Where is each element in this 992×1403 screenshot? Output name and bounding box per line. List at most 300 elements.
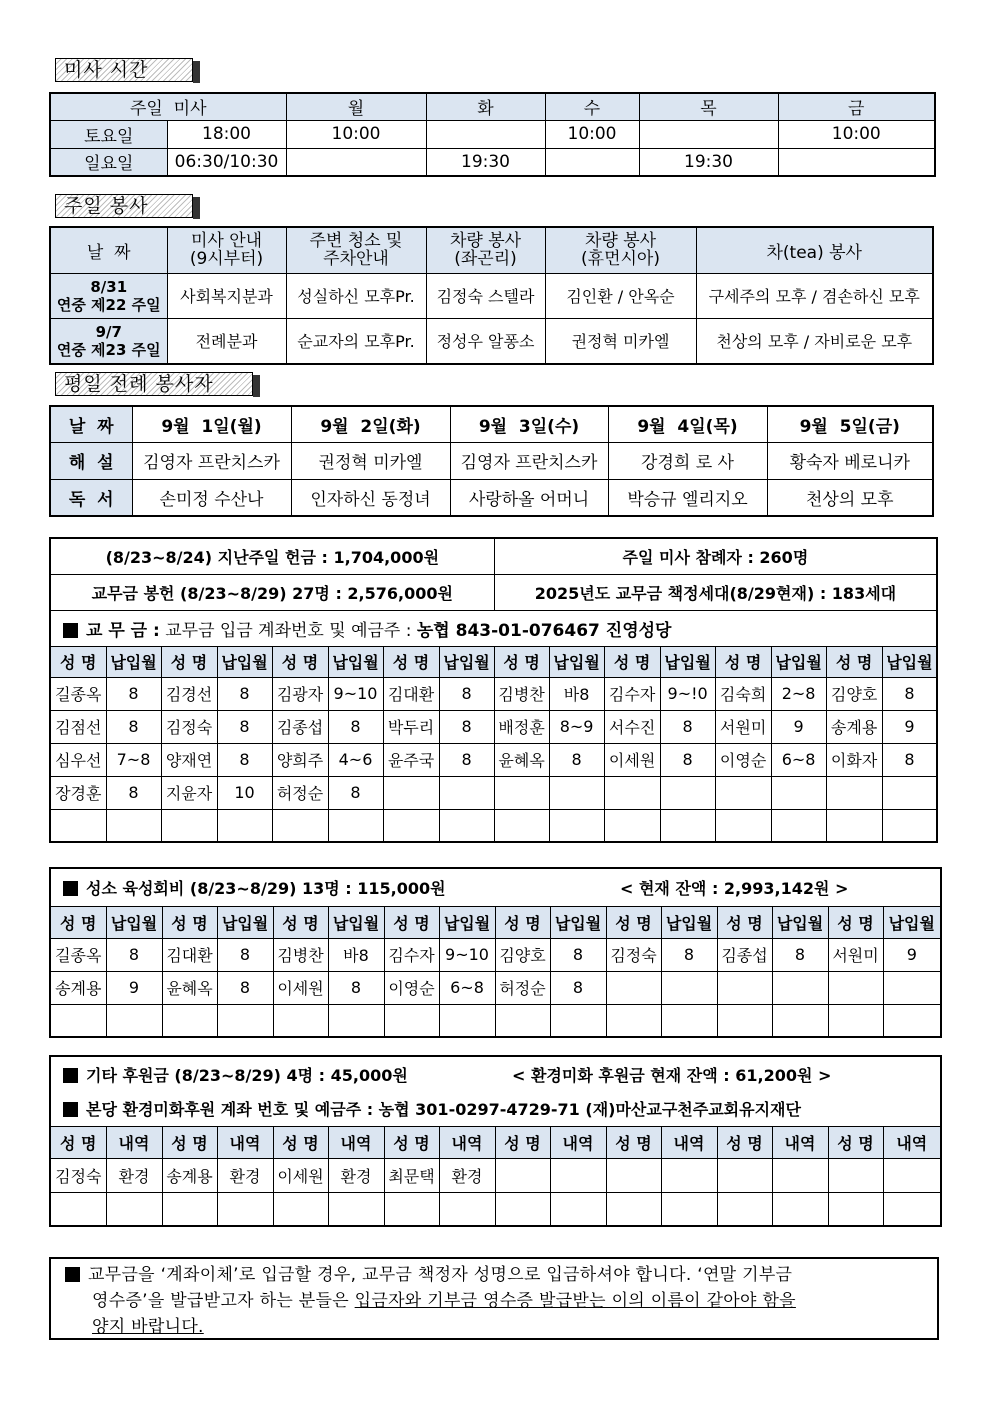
member-value: 8 <box>328 971 384 1004</box>
member-value: 10 <box>217 776 272 809</box>
header-guide: 미사 안내 (9시부터) <box>167 227 286 273</box>
member-name <box>826 776 882 809</box>
member-name: 서원미 <box>715 710 771 743</box>
member-value <box>772 971 828 1004</box>
member-value: 환경 <box>439 1158 495 1192</box>
member-value: 8 <box>882 743 937 776</box>
dues-body <box>50 677 937 842</box>
member-name <box>828 1192 883 1226</box>
member-value <box>883 971 941 1004</box>
column-header-value: 납입월 <box>217 646 272 677</box>
member-value <box>217 1004 273 1037</box>
weekday-header-day: 9월 2일(화) <box>291 406 450 442</box>
member-name: 김경선 <box>161 677 217 710</box>
member-name <box>606 1158 661 1192</box>
member-name: 최문택 <box>384 1158 439 1192</box>
member-value <box>549 809 604 842</box>
header-car1: 차량 봉사 (좌곤리) <box>426 227 545 273</box>
member-value <box>660 809 715 842</box>
weekday-cell: 황숙자 베로니카 <box>767 442 933 479</box>
column-header-value: 납입월 <box>439 646 494 677</box>
member-name: 길종옥 <box>50 938 106 971</box>
member-value <box>439 1004 495 1037</box>
service-date <box>50 273 167 318</box>
member-value <box>771 809 826 842</box>
column-header-value: 납입월 <box>660 646 715 677</box>
member-name <box>495 1158 550 1192</box>
weekday-header-day: 9월 3일(수) <box>450 406 608 442</box>
service-cell: 성실하신 모후Pr. <box>286 273 426 318</box>
member-name: 송계용 <box>50 971 106 1004</box>
member-value: 8 <box>106 776 161 809</box>
table-row <box>50 710 937 743</box>
square-bullet-icon <box>63 881 78 896</box>
member-value <box>328 1192 384 1226</box>
column-header-name: 성 명 <box>162 1126 217 1158</box>
table-row <box>50 1192 941 1226</box>
member-name <box>273 1192 328 1226</box>
column-header-value: 내역 <box>883 1126 941 1158</box>
member-value <box>883 1158 941 1192</box>
member-name <box>604 776 660 809</box>
member-value: 8 <box>549 743 604 776</box>
member-name: 양희주 <box>272 743 328 776</box>
member-value: 9 <box>883 938 941 971</box>
member-value <box>661 1192 717 1226</box>
member-value: 환경 <box>217 1158 273 1192</box>
member-name: 이세원 <box>273 1158 328 1192</box>
member-value <box>883 1004 941 1037</box>
column-header-name: 성 명 <box>606 1126 661 1158</box>
column-header-name: 성 명 <box>161 646 217 677</box>
weekday-service-table <box>49 405 934 517</box>
weekday-cell: 김영자 프란치스카 <box>132 442 291 479</box>
member-name: 배정훈 <box>494 710 549 743</box>
column-header-name: 성 명 <box>828 906 883 938</box>
member-value <box>217 1192 273 1226</box>
column-header-value: 납입월 <box>883 906 941 938</box>
member-value: 8 <box>772 938 828 971</box>
column-header-name: 성 명 <box>383 646 439 677</box>
section-title: 평일 전례 봉사자 <box>55 372 253 396</box>
member-name: 김대환 <box>383 677 439 710</box>
member-name: 김양호 <box>495 938 550 971</box>
dues-table <box>49 537 938 843</box>
mass-cell <box>545 148 639 176</box>
sunday-service-header-row <box>50 227 933 273</box>
notice-box <box>49 1257 939 1340</box>
member-name: 김정숙 <box>161 710 217 743</box>
member-name: 이화자 <box>826 743 882 776</box>
member-value <box>661 971 717 1004</box>
other-account <box>50 1092 941 1126</box>
notice-text-3: 양지 바랍니다. <box>92 1317 204 1337</box>
square-bullet-icon <box>63 1102 78 1117</box>
member-name: 윤혜옥 <box>162 971 217 1004</box>
member-name <box>272 809 328 842</box>
service-cell: 전례분과 <box>167 318 286 364</box>
member-name <box>383 776 439 809</box>
mass-header-mon: 월 <box>286 93 426 120</box>
service-cell: 사회복지분과 <box>167 273 286 318</box>
column-header-value: 납입월 <box>550 906 606 938</box>
column-header-value: 납입월 <box>549 646 604 677</box>
header-date: 날 짜 <box>50 227 167 273</box>
column-header-name: 성 명 <box>604 646 660 677</box>
other-balance: < 환경미화 후원금 현재 잔액 : 61,200원 > <box>512 1066 832 1085</box>
section-label-mass-time <box>55 58 201 82</box>
member-name <box>717 1192 772 1226</box>
section-title: 주일 봉사 <box>55 194 193 218</box>
mass-cell: 10:00 <box>286 120 426 148</box>
attendance-summary: 주일 미사 참례자 : 260명 <box>494 538 937 574</box>
member-value: 8 <box>550 971 606 1004</box>
weekday-cell: 박승규 엘리지오 <box>608 479 767 516</box>
weekday-cell: 김영자 프란치스카 <box>450 442 608 479</box>
weekday-cell: 권정혁 미카엘 <box>291 442 450 479</box>
column-header-value: 내역 <box>661 1126 717 1158</box>
table-row <box>50 809 937 842</box>
other-header-row <box>50 1126 941 1158</box>
member-name <box>606 971 661 1004</box>
member-value: 8 <box>106 938 162 971</box>
sunday-service-row <box>50 273 933 318</box>
member-name <box>50 1192 106 1226</box>
header-tea: 차(tea) 봉사 <box>696 227 933 273</box>
notice-line-2 <box>65 1288 923 1314</box>
service-cell: 천상의 모후 / 자비로운 모후 <box>696 318 933 364</box>
column-header-value: 납입월 <box>771 646 826 677</box>
sunday-service-row <box>50 318 933 364</box>
service-cell: 김인환 / 안옥순 <box>545 273 696 318</box>
column-header-name: 성 명 <box>50 906 106 938</box>
mass-header-wed: 수 <box>545 93 639 120</box>
member-name: 이세원 <box>273 971 328 1004</box>
mass-row-sunday <box>50 148 935 176</box>
member-name: 지윤자 <box>161 776 217 809</box>
member-value: 환경 <box>106 1158 162 1192</box>
mass-cell: 10:00 <box>545 120 639 148</box>
other-donations-table <box>49 1055 942 1227</box>
member-name <box>162 1192 217 1226</box>
column-header-name: 성 명 <box>826 646 882 677</box>
member-name: 윤주국 <box>383 743 439 776</box>
notice-text-2a: 영수증’을 발급받고자 하는 분들은 <box>92 1291 355 1311</box>
member-value <box>550 1192 606 1226</box>
member-name: 김종섭 <box>272 710 328 743</box>
member-value: 2~8 <box>771 677 826 710</box>
member-name: 이세원 <box>604 743 660 776</box>
member-value <box>439 776 494 809</box>
notice-line-1 <box>65 1262 923 1288</box>
column-header-name: 성 명 <box>384 906 439 938</box>
member-value: 6~8 <box>439 971 495 1004</box>
mass-row-saturday <box>50 120 935 148</box>
weekday-row-commentary <box>50 442 933 479</box>
member-value <box>772 1158 828 1192</box>
member-name: 김병찬 <box>273 938 328 971</box>
member-name: 길종옥 <box>50 677 106 710</box>
member-value: 8 <box>328 710 383 743</box>
member-value: 8 <box>217 710 272 743</box>
member-name <box>828 1004 883 1037</box>
table-row <box>50 1158 941 1192</box>
weekday-header-date: 날 짜 <box>50 406 132 442</box>
member-name <box>715 776 771 809</box>
member-value: 9~10 <box>439 938 495 971</box>
sanctuary-header-row <box>50 906 941 938</box>
weekday-header-day: 9월 1일(월) <box>132 406 291 442</box>
member-value <box>106 1192 162 1226</box>
column-header-value: 납입월 <box>328 646 383 677</box>
member-value <box>550 1004 606 1037</box>
member-value: 바8 <box>549 677 604 710</box>
column-header-value: 납입월 <box>772 906 828 938</box>
member-value: 8 <box>328 776 383 809</box>
mass-cell: 19:30 <box>426 148 545 176</box>
column-header-value: 납입월 <box>661 906 717 938</box>
member-name: 김점선 <box>50 710 106 743</box>
member-name <box>717 971 772 1004</box>
member-value: 8 <box>439 743 494 776</box>
other-body <box>50 1158 941 1226</box>
table-row <box>50 938 941 971</box>
service-date-week: 연중 제22 주일 <box>56 295 161 314</box>
mass-time-table <box>49 92 936 177</box>
member-name <box>162 1004 217 1037</box>
member-value: 6~8 <box>771 743 826 776</box>
column-header-name: 성 명 <box>50 1126 106 1158</box>
dues-title-row <box>50 610 937 646</box>
other-account-row <box>50 1092 941 1126</box>
mass-cell: 10:00 <box>778 120 935 148</box>
member-name <box>606 1192 661 1226</box>
member-value <box>882 809 937 842</box>
member-name <box>828 971 883 1004</box>
member-value: 8 <box>217 971 273 1004</box>
member-name <box>50 1004 106 1037</box>
member-name: 김수자 <box>384 938 439 971</box>
member-value: 8 <box>217 677 272 710</box>
column-header-name: 성 명 <box>606 906 661 938</box>
column-header-value: 내역 <box>772 1126 828 1158</box>
other-title-row <box>50 1056 941 1092</box>
section-label-weekday-service <box>55 372 261 396</box>
member-name <box>604 809 660 842</box>
column-header-value: 내역 <box>328 1126 384 1158</box>
notice-text-2b: 입금자와 기부금 영수증 발급받는 이의 이름이 같아야 함을 <box>354 1291 796 1311</box>
mass-header-sunday: 주일 미사 <box>50 93 286 120</box>
member-name <box>384 1004 439 1037</box>
member-name: 김숙희 <box>715 677 771 710</box>
column-header-name: 성 명 <box>273 906 328 938</box>
member-name <box>494 809 549 842</box>
member-value: 7~8 <box>106 743 161 776</box>
service-cell: 순교자의 모후Pr. <box>286 318 426 364</box>
member-value: 8 <box>106 677 161 710</box>
member-value: 9~10 <box>328 677 383 710</box>
service-date-day: 8/31 <box>90 277 128 296</box>
dues-account: 농협 843-01-076467 진영성당 <box>416 620 672 641</box>
member-value <box>550 1158 606 1192</box>
column-header-name: 성 명 <box>715 646 771 677</box>
member-value <box>771 776 826 809</box>
member-value: 9 <box>771 710 826 743</box>
column-header-name: 성 명 <box>828 1126 883 1158</box>
column-header-value: 납입월 <box>217 906 273 938</box>
dues-header-row <box>50 646 937 677</box>
column-header-name: 성 명 <box>717 1126 772 1158</box>
member-name <box>494 776 549 809</box>
member-name: 김종섭 <box>717 938 772 971</box>
header-clean: 주변 청소 및 주차안내 <box>286 227 426 273</box>
member-value <box>661 1004 717 1037</box>
service-cell: 정성우 알퐁소 <box>426 318 545 364</box>
table-row <box>50 743 937 776</box>
member-value <box>661 1158 717 1192</box>
member-value <box>106 1004 162 1037</box>
member-value <box>883 1192 941 1226</box>
column-header-name: 성 명 <box>494 646 549 677</box>
member-name <box>383 809 439 842</box>
member-name: 박두리 <box>383 710 439 743</box>
member-name <box>495 1192 550 1226</box>
weekday-role: 독 서 <box>50 479 132 516</box>
member-value <box>217 809 272 842</box>
offering-summary: (8/23~8/24) 지난주일 헌금 : 1,704,000원 <box>50 538 494 574</box>
member-value: 8 <box>217 938 273 971</box>
member-name: 송계용 <box>162 1158 217 1192</box>
column-header-value: 내역 <box>550 1126 606 1158</box>
section-label-sunday-service <box>55 194 201 218</box>
member-name <box>826 809 882 842</box>
column-header-value: 내역 <box>439 1126 495 1158</box>
weekday-cell: 손미정 수산나 <box>132 479 291 516</box>
weekday-cell: 사랑하올 어머니 <box>450 479 608 516</box>
mass-day: 일요일 <box>50 148 167 176</box>
member-value <box>549 776 604 809</box>
dues-summary: 교무금 봉헌 (8/23~8/29) 27명 : 2,576,000원 <box>50 574 494 610</box>
mass-day: 토요일 <box>50 120 167 148</box>
summary-row-1 <box>50 538 937 574</box>
member-name <box>495 1004 550 1037</box>
column-header-name: 성 명 <box>273 1126 328 1158</box>
summary-row-2 <box>50 574 937 610</box>
member-name: 심우선 <box>50 743 106 776</box>
member-value: 바8 <box>328 938 384 971</box>
weekday-cell: 인자하신 동정녀 <box>291 479 450 516</box>
member-name: 김병찬 <box>494 677 549 710</box>
member-value: 8 <box>882 677 937 710</box>
weekday-row-reading <box>50 479 933 516</box>
member-value: 9~!0 <box>660 677 715 710</box>
column-header-value: 내역 <box>106 1126 162 1158</box>
service-date-day: 9/7 <box>95 322 122 341</box>
mass-cell <box>426 120 545 148</box>
service-date <box>50 318 167 364</box>
member-value <box>328 809 383 842</box>
mass-cell: 19:30 <box>639 148 778 176</box>
square-bullet-icon <box>65 1267 80 1282</box>
column-header-value: 납입월 <box>439 906 495 938</box>
service-cell: 권정혁 미카엘 <box>545 318 696 364</box>
mass-cell: 18:00 <box>167 120 286 148</box>
sunday-service-table <box>49 226 934 365</box>
column-header-value: 납입월 <box>106 646 161 677</box>
member-value: 8 <box>439 677 494 710</box>
section-title: 미사 시간 <box>55 58 193 82</box>
table-row <box>50 1004 941 1037</box>
column-header-value: 납입월 <box>106 906 162 938</box>
member-name: 김수자 <box>604 677 660 710</box>
member-name: 김대환 <box>162 938 217 971</box>
table-row <box>50 776 937 809</box>
dues-title-bold: 교 무 금 : <box>86 620 160 641</box>
mass-cell <box>639 120 778 148</box>
column-header-value: 납입월 <box>882 646 937 677</box>
member-value: 8 <box>106 710 161 743</box>
member-value <box>772 1192 828 1226</box>
weekday-cell: 강경희 로 사 <box>608 442 767 479</box>
column-header-value: 납입월 <box>328 906 384 938</box>
service-cell: 구세주의 모후 / 겸손하신 모후 <box>696 273 933 318</box>
column-header-value: 내역 <box>217 1126 273 1158</box>
column-header-name: 성 명 <box>495 906 550 938</box>
member-name: 서수진 <box>604 710 660 743</box>
households-summary: 2025년도 교무금 책정세대(8/29현재) : 183세대 <box>494 574 937 610</box>
member-value: 8~9 <box>549 710 604 743</box>
member-name: 송계용 <box>826 710 882 743</box>
member-name: 양재연 <box>161 743 217 776</box>
member-value <box>106 809 161 842</box>
column-header-name: 성 명 <box>162 906 217 938</box>
weekday-header-day: 9월 5일(금) <box>767 406 933 442</box>
member-name: 장경훈 <box>50 776 106 809</box>
service-date-week: 연중 제23 주일 <box>56 340 161 359</box>
member-value <box>439 1192 495 1226</box>
member-name: 이영순 <box>715 743 771 776</box>
member-value <box>660 776 715 809</box>
member-value <box>328 1004 384 1037</box>
member-value <box>439 809 494 842</box>
mass-cell <box>286 148 426 176</box>
table-row <box>50 677 937 710</box>
service-cell: 김정숙 스텔라 <box>426 273 545 318</box>
member-name: 허정순 <box>272 776 328 809</box>
sanctuary-title-text: 성소 육성회비 (8/23~8/29) 13명 : 115,000원 <box>86 878 446 898</box>
column-header-name: 성 명 <box>495 1126 550 1158</box>
member-name: 김양호 <box>826 677 882 710</box>
mass-header-fri: 금 <box>778 93 935 120</box>
sanctuary-balance: < 현재 잔액 : 2,993,142원 > <box>620 878 849 898</box>
other-title <box>50 1056 941 1092</box>
member-value: 9 <box>106 971 162 1004</box>
member-name <box>715 809 771 842</box>
member-value: 환경 <box>328 1158 384 1192</box>
member-name <box>273 1004 328 1037</box>
member-value: 8 <box>550 938 606 971</box>
member-value: 8 <box>660 743 715 776</box>
member-value <box>882 776 937 809</box>
member-value: 8 <box>217 743 272 776</box>
sanctuary-fund-table <box>49 867 942 1038</box>
member-name <box>606 1004 661 1037</box>
mass-header-thu: 목 <box>639 93 778 120</box>
member-value: 4~6 <box>328 743 383 776</box>
member-name <box>717 1004 772 1037</box>
member-name <box>50 809 106 842</box>
member-name: 김광자 <box>272 677 328 710</box>
